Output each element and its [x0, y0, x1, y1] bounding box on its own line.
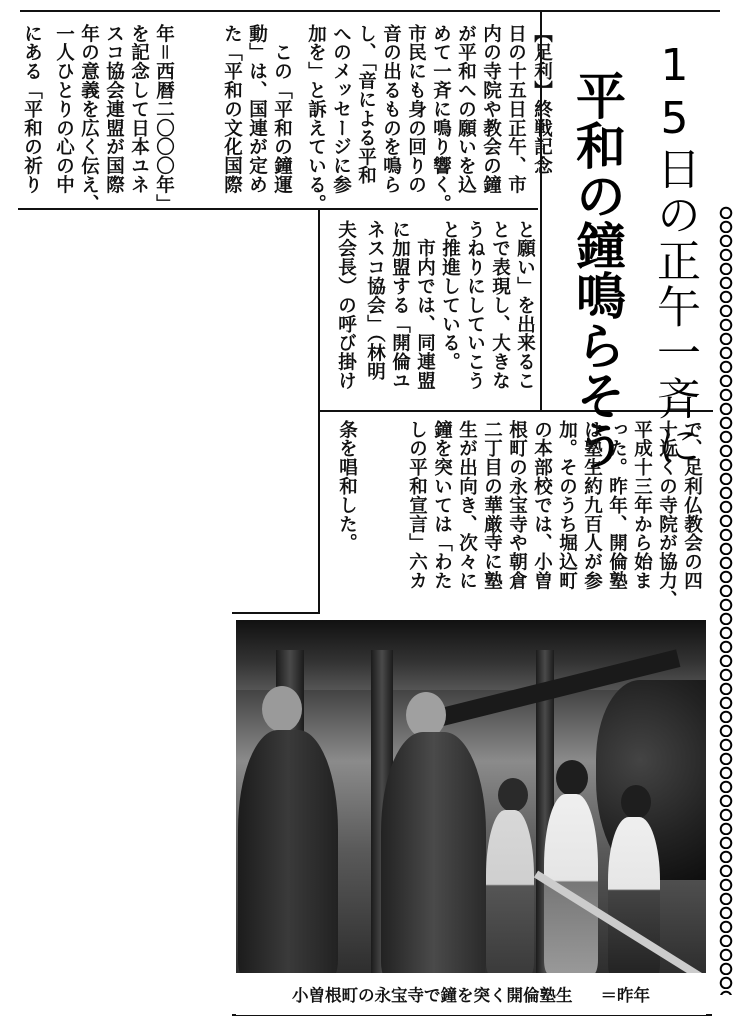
lower-col: 根町の永宝寺や朝倉 — [506, 420, 528, 591]
priest-head — [262, 686, 302, 732]
lower-col: で、足利仏教会の四 — [681, 420, 703, 591]
lower-col: 生が出向き、次々に — [456, 420, 478, 591]
lead-text: 終戦記念 — [531, 99, 553, 176]
lower-col: った。昨年、開倫塾 — [606, 420, 628, 591]
middle-col: ネスコ協会」（林明 — [364, 220, 386, 381]
student-head — [498, 778, 528, 812]
lower-col: 十近くの寺院が協力、 — [656, 420, 678, 609]
middle-col: に加盟する「開倫ユ — [389, 220, 411, 391]
top-col: 日の十五日正午、市 — [505, 24, 527, 195]
priest-figure — [238, 730, 338, 973]
middle-col: 夫会長）の呼び掛け — [335, 220, 357, 391]
top-col: 音の出るものを鳴ら — [380, 24, 402, 195]
priest-figure — [381, 732, 486, 973]
temple-bell-photo — [236, 620, 706, 973]
top-rule — [20, 10, 720, 12]
lower-col: 鐘を突いては「わた — [431, 420, 453, 591]
top-col: 年＝西暦二〇〇〇年」 — [153, 24, 175, 213]
top-col: にある「平和の祈り — [21, 24, 43, 195]
headline-line2: 平和の鐘鳴らそう — [568, 70, 626, 470]
caption-text: 小曽根町の永宝寺で鐘を突く開倫塾生 — [292, 986, 573, 1005]
middle-left-rule — [318, 210, 320, 612]
lead-tag: 【足利】 — [531, 24, 553, 100]
middle-col: と推進している。 — [439, 220, 461, 372]
middle-col: と願い」を出来るこ — [514, 220, 536, 391]
top-col: 一人ひとりの心の中 — [53, 24, 75, 195]
student-head — [621, 785, 651, 819]
lower-col: は塾生約九百人が参 — [581, 420, 603, 591]
caption-suffix: ＝昨年 — [600, 986, 650, 1005]
middle-col: うねりにしていこう — [464, 220, 486, 391]
headline-line1: 15日の正午一斉に — [649, 40, 700, 468]
photo-top-rule — [232, 612, 320, 614]
student-figure — [486, 810, 534, 973]
top-col: た「平和の文化国際 — [221, 24, 243, 195]
decorative-wavy-border — [718, 205, 734, 995]
top-col: この「平和の鐘運 — [271, 24, 293, 195]
top-col: スコ協会連盟が国際 — [103, 24, 125, 195]
photo-caption — [236, 973, 706, 1015]
top-col: 内の寺院や教会の鐘 — [480, 24, 502, 195]
top-col: 年の意義を広く伝え、 — [78, 24, 100, 213]
middle-col: とで表現し、大きな — [489, 220, 511, 391]
top-col: 加を」と訴えている。 — [305, 24, 327, 213]
student-head — [556, 760, 588, 796]
lower-col: 加。そのうち堀込町 — [556, 420, 578, 591]
top-col: が平和への願いを込 — [455, 24, 477, 195]
lower-col: の本部校では、小曽 — [531, 420, 553, 591]
middle-col: 市内では、同連盟 — [414, 220, 436, 391]
top-col: めて一斉に鳴り響く。 — [430, 24, 452, 213]
lower-col: 平成十三年から始ま — [631, 420, 653, 591]
lower-col: 二丁目の華厳寺に塾 — [481, 420, 503, 591]
lower-col: しの平和宣言」六カ — [406, 420, 428, 591]
lower-col: 条を唱和した。 — [336, 420, 358, 553]
top-col: し、「音による平和 — [355, 24, 377, 185]
top-col: を記念して日本ユネ — [128, 24, 150, 195]
top-col: 市民にも身の回りの — [405, 24, 427, 195]
top-col: 動」は、国連が定め — [246, 24, 268, 195]
top-col: へのメッセージに参 — [330, 24, 352, 195]
top-lead-column — [532, 24, 551, 175]
